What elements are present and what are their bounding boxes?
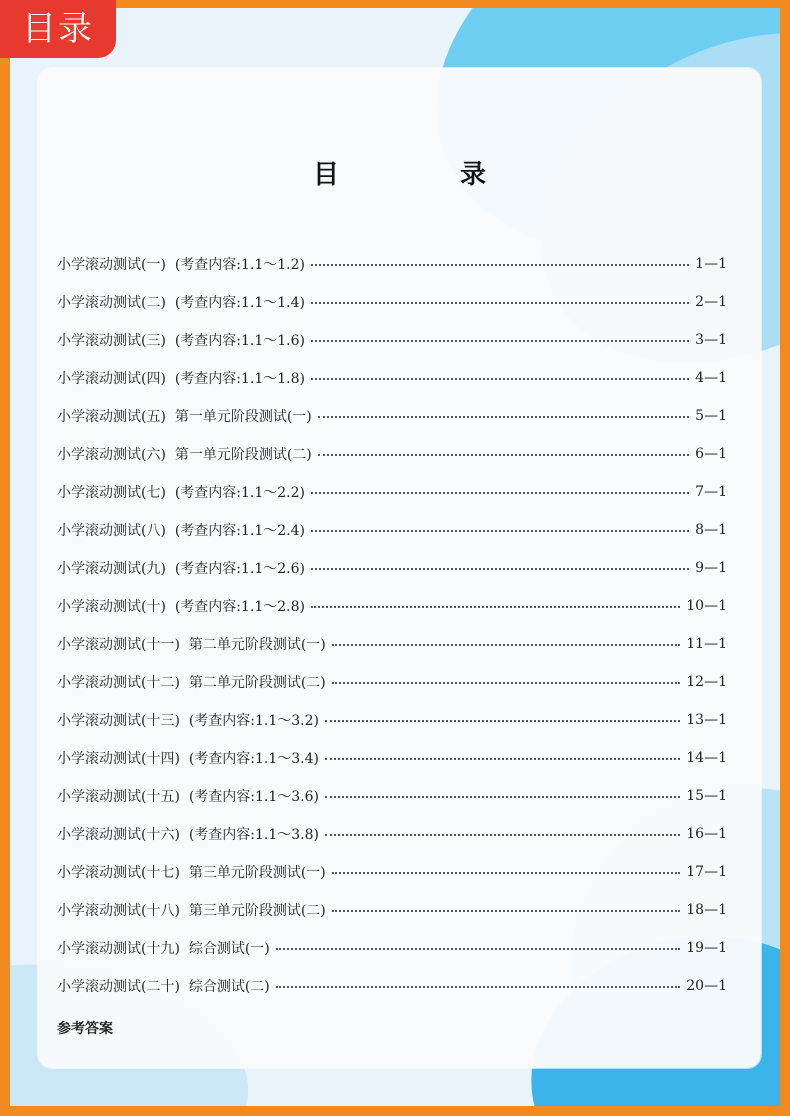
toc-page-number: 1—1: [695, 256, 727, 272]
toc-leader-dots: [332, 682, 681, 684]
toc-row[interactable]: [57, 891, 727, 929]
toc-title: 小学滚动测试(二) (考查内容:1.1～1.4): [57, 295, 305, 311]
toc-page-number: 14—1: [686, 750, 727, 766]
toc-leader-dots: [325, 758, 680, 760]
toc-title: 小学滚动测试(十七) 第三单元阶段测试(一): [57, 865, 326, 881]
toc-leader-dots: [332, 910, 681, 912]
answers-entry[interactable]: 参考答案: [57, 1021, 113, 1037]
toc-row[interactable]: [57, 701, 727, 739]
toc-row[interactable]: [57, 435, 727, 473]
toc-page-number: 2—1: [695, 294, 727, 310]
toc-row[interactable]: [57, 321, 727, 359]
toc-page-number: 10—1: [686, 598, 727, 614]
page-title: 目 录: [312, 160, 543, 190]
page-background: [10, 8, 780, 1106]
toc-page-number: 6—1: [695, 446, 727, 462]
toc-title: 小学滚动测试(十八) 第三单元阶段测试(二): [57, 903, 326, 919]
toc-title: 小学滚动测试(十二) 第二单元阶段测试(二): [57, 675, 326, 691]
toc-title: 小学滚动测试(十四) (考查内容:1.1～3.4): [57, 751, 319, 767]
toc-row[interactable]: [57, 663, 727, 701]
toc-row[interactable]: [57, 473, 727, 511]
toc-row[interactable]: [57, 815, 727, 853]
toc-leader-dots: [325, 796, 680, 798]
toc-list: [57, 245, 727, 1005]
toc-row[interactable]: [57, 245, 727, 283]
toc-leader-dots: [276, 948, 681, 950]
toc-title: 小学滚动测试(十) (考查内容:1.1～2.8): [57, 599, 305, 615]
toc-title: 小学滚动测试(一) (考查内容:1.1～1.2): [57, 257, 305, 273]
toc-page-number: 18—1: [686, 902, 727, 918]
toc-row[interactable]: [57, 967, 727, 1005]
toc-row[interactable]: [57, 929, 727, 967]
toc-page-number: 20—1: [686, 978, 727, 994]
toc-row[interactable]: [57, 359, 727, 397]
toc-page-number: 15—1: [686, 788, 727, 804]
toc-leader-dots: [311, 568, 689, 570]
toc-title: 小学滚动测试(十三) (考查内容:1.1～3.2): [57, 713, 319, 729]
toc-card: [38, 68, 761, 1068]
toc-title: 小学滚动测试(九) (考查内容:1.1～2.6): [57, 561, 305, 577]
toc-leader-dots: [325, 834, 680, 836]
toc-page-number: 17—1: [686, 864, 727, 880]
toc-page-number: 9—1: [695, 560, 727, 576]
toc-page-number: 16—1: [686, 826, 727, 842]
toc-leader-dots: [318, 416, 689, 418]
toc-leader-dots: [276, 986, 681, 988]
toc-row[interactable]: [57, 625, 727, 663]
toc-leader-dots: [311, 340, 689, 342]
toc-page-number: 12—1: [686, 674, 727, 690]
toc-title: 小学滚动测试(三) (考查内容:1.1～1.6): [57, 333, 305, 349]
section-tag: 目录: [0, 0, 116, 58]
toc-title: 小学滚动测试(四) (考查内容:1.1～1.8): [57, 371, 305, 387]
toc-page-number: 13—1: [686, 712, 727, 728]
toc-leader-dots: [311, 302, 689, 304]
toc-leader-dots: [311, 606, 680, 608]
toc-page-number: 5—1: [695, 408, 727, 424]
toc-page-number: 8—1: [695, 522, 727, 538]
toc-row[interactable]: [57, 739, 727, 777]
toc-leader-dots: [318, 454, 689, 456]
toc-leader-dots: [325, 720, 680, 722]
toc-leader-dots: [311, 492, 689, 494]
toc-title: 小学滚动测试(十一) 第二单元阶段测试(一): [57, 637, 326, 653]
toc-row[interactable]: [57, 283, 727, 321]
toc-row[interactable]: [57, 549, 727, 587]
toc-leader-dots: [332, 872, 681, 874]
toc-page-number: 4—1: [695, 370, 727, 386]
toc-row[interactable]: [57, 587, 727, 625]
toc-row[interactable]: [57, 511, 727, 549]
toc-leader-dots: [332, 644, 681, 646]
toc-row[interactable]: [57, 777, 727, 815]
toc-title: 小学滚动测试(七) (考查内容:1.1～2.2): [57, 485, 305, 501]
toc-title: 小学滚动测试(十九) 综合测试(一): [57, 941, 270, 957]
toc-leader-dots: [311, 264, 689, 266]
toc-row[interactable]: [57, 853, 727, 891]
toc-title: 小学滚动测试(五) 第一单元阶段测试(一): [57, 409, 312, 425]
toc-title: 小学滚动测试(十五) (考查内容:1.1～3.6): [57, 789, 319, 805]
toc-page-number: 11—1: [686, 636, 727, 652]
toc-leader-dots: [311, 378, 689, 380]
toc-title: 小学滚动测试(六) 第一单元阶段测试(二): [57, 447, 312, 463]
toc-page-number: 19—1: [686, 940, 727, 956]
toc-title: 小学滚动测试(十六) (考查内容:1.1～3.8): [57, 827, 319, 843]
toc-title: 小学滚动测试(二十) 综合测试(二): [57, 979, 270, 995]
toc-leader-dots: [311, 530, 689, 532]
toc-page-number: 7—1: [695, 484, 727, 500]
toc-title: 小学滚动测试(八) (考查内容:1.1～2.4): [57, 523, 305, 539]
toc-row[interactable]: [57, 397, 727, 435]
toc-page-number: 3—1: [695, 332, 727, 348]
